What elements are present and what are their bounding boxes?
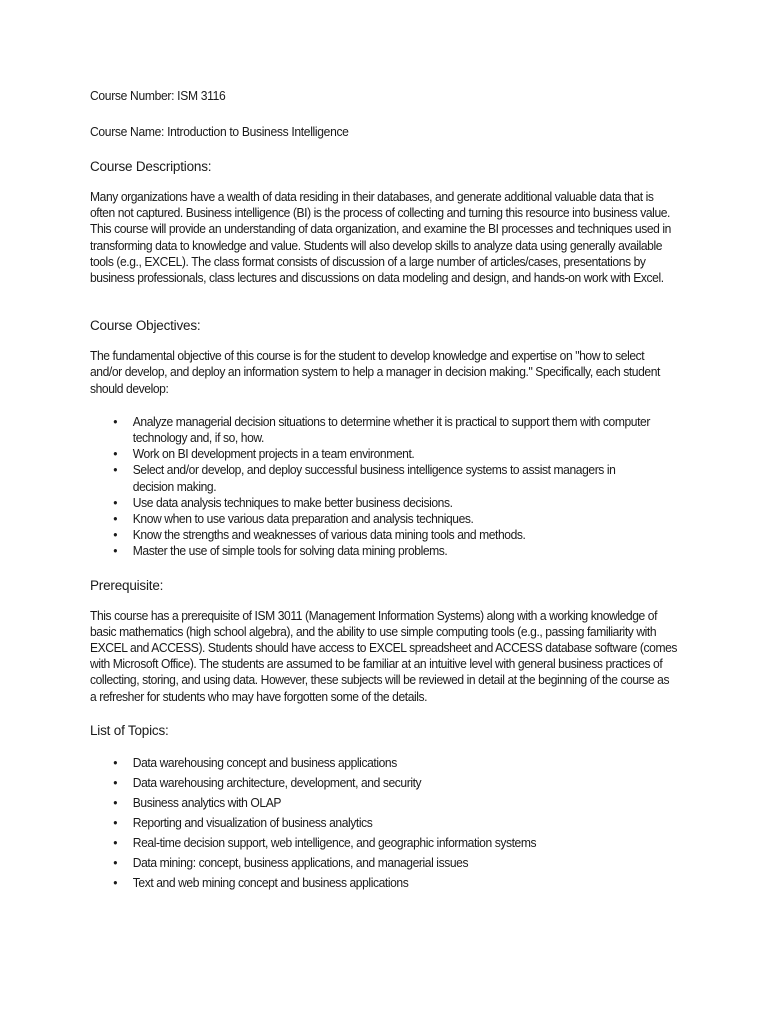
prerequisite-heading: Prerequisite:	[90, 577, 164, 593]
bullet-icon: •	[113, 527, 118, 543]
bullet-icon: •	[113, 462, 118, 478]
bullet-icon: •	[113, 446, 118, 462]
list-item: • Business analytics with OLAP	[90, 793, 654, 813]
list-item: • Master the use of simple tools for solving data mining problems.	[113, 543, 448, 559]
list-item: • Data warehousing concept and business applications	[90, 753, 654, 773]
descriptions-heading: Course Descriptions:	[90, 159, 212, 174]
course-number: Course Number: ISM 3116	[90, 88, 226, 103]
bullet-icon: •	[113, 511, 118, 527]
topics-heading: List of Topics:	[90, 722, 169, 738]
list-item: • Work on BI development projects in a team environment.	[113, 446, 415, 462]
list-item: • Reporting and visualization of business analytics	[90, 813, 654, 833]
bullet-icon: •	[113, 543, 118, 559]
bullet-icon: •	[113, 854, 118, 870]
prerequisite-text: This course has a prerequisite of ISM 3011 (Management Information Systems) along with a working knowledge of basic mathematics (high school algebra), and the ability to use simple computing tools (e.g., passing familiarity with EXCEL and ACCESS). Students should have access to EXCEL spreadsheet and ACCESS database software (comes with Microsoft Office). The students are assumed to be familiar at an intuitive level with general business practices of collecting, storing, and using data. However, these subjects will be reviewed in detail at the beginning of the course as a refresher for students who may have forgotten some of the details.	[90, 607, 678, 704]
list-item: • Text and web mining concept and business applications	[90, 873, 654, 893]
bullet-icon: •	[113, 754, 118, 770]
bullet-icon: •	[113, 874, 118, 890]
objectives-heading: Course Objectives:	[90, 318, 201, 334]
list-item: • Data warehousing architecture, development, and security	[90, 773, 654, 793]
objectives-intro: The fundamental objective of this course is for the student to develop knowledge and expertise on "how to select and/or develop, and deploy an information system to help a manager in decision making." Specifically, each student should develop:	[90, 348, 660, 396]
bullet-icon: •	[113, 794, 118, 810]
bullet-icon: •	[113, 774, 118, 790]
bullet-icon: •	[113, 834, 118, 850]
list-item: • Use data analysis techniques to make better business decisions.	[113, 494, 453, 510]
list-item: • Real-time decision support, web intelligence, and geographic information systems	[90, 833, 654, 853]
bullet-icon: •	[113, 814, 118, 830]
list-item: • Know the strengths and weaknesses of various data mining tools and methods.	[113, 527, 526, 543]
list-item: • Analyze managerial decision situations to determine whether it is practical to support them with computer technology and, if so, how.	[113, 413, 650, 446]
topics-list	[90, 753, 680, 893]
course-name: Course Name: Introduction to Business Intelligence	[90, 124, 349, 139]
list-item: • Know when to use various data preparation and analysis techniques.	[113, 511, 474, 527]
objectives-list	[90, 414, 680, 560]
syllabus-page	[90, 88, 680, 893]
list-item: • Data mining: concept, business applications, and managerial issues	[90, 853, 654, 873]
bullet-icon: •	[113, 494, 118, 510]
list-item: • Select and/or develop, and deploy successful business intelligence systems to assist managers in decision making.	[113, 462, 616, 494]
bullet-icon: •	[113, 413, 118, 429]
descriptions-text: Many organizations have a wealth of data residing in their databases, and generate additional valuable data that is often not captured. Business intelligence (BI) is the process of collecting and turning this resource into business value. This course will provide an understanding of data organization, and examine the BI processes and techniques used in transforming data to knowledge and value. Students will also develop skills to analyze data using generally available tools (e.g., EXCEL). The class format consists of discussion of a large number of articles/cases, presentations by business professionals, class lectures and discussions on data modeling and design, and hands-on work with Excel.	[90, 189, 671, 286]
